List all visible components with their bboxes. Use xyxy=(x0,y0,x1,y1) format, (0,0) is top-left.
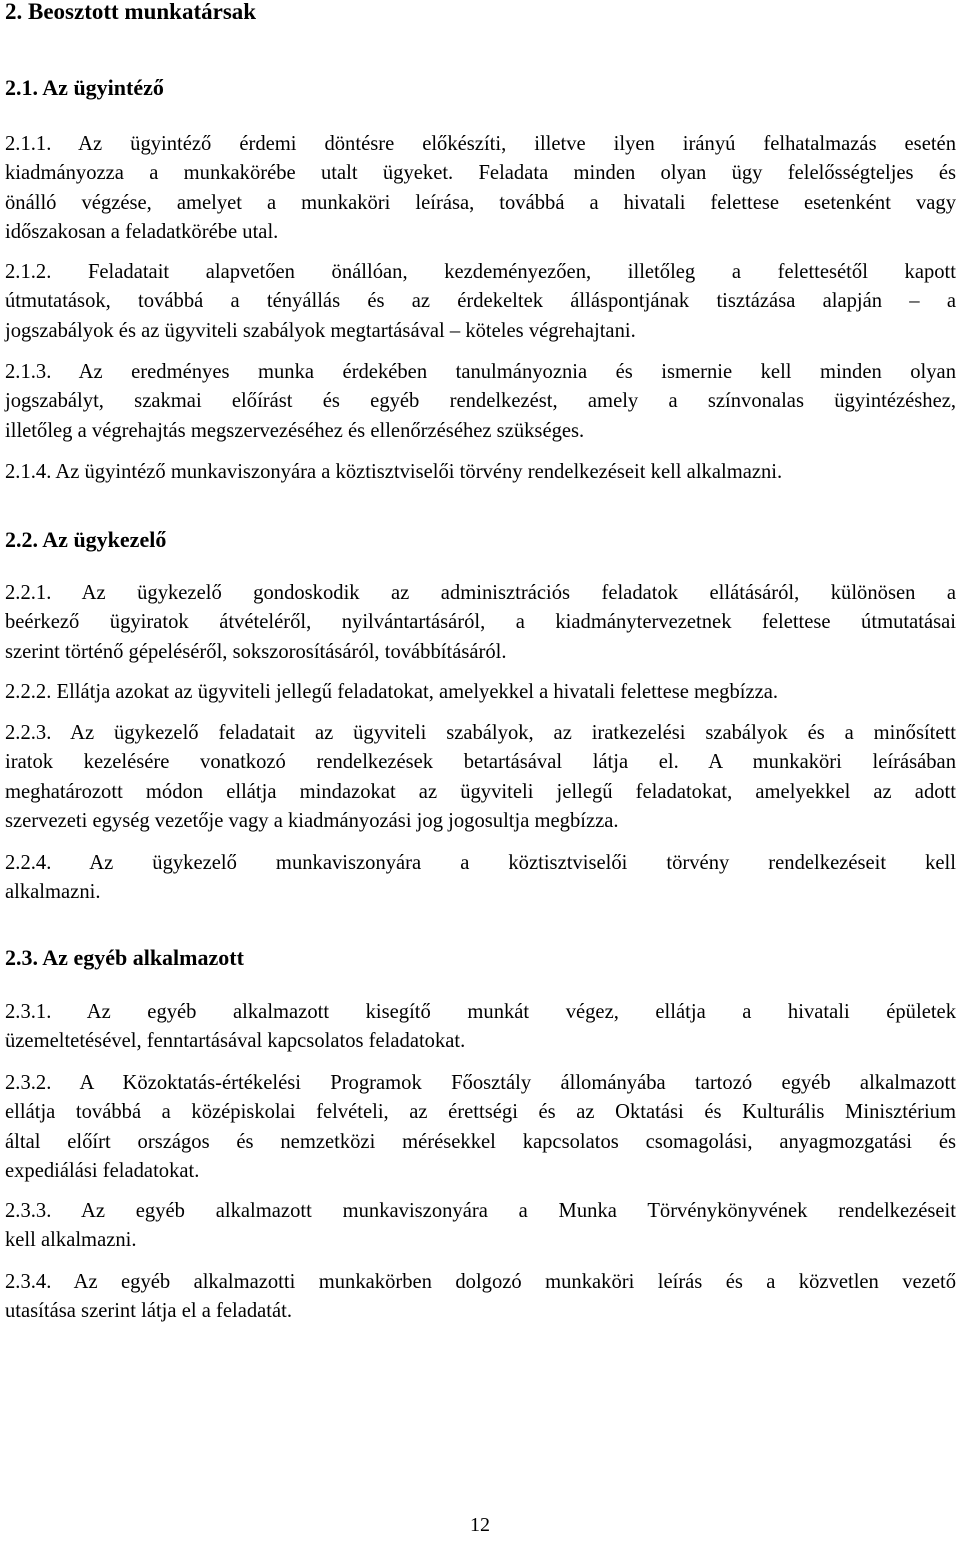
paragraph-2-3-3 xyxy=(5,1197,956,1256)
paragraph-2-2-4 xyxy=(5,849,956,908)
text-line: 2.3.4. Az egyéb alkalmazotti munkakörben dolgozó munkaköri leírás és a közvetlen vezető xyxy=(5,1271,956,1293)
text-line: beérkező ügyiratok átvételéről, nyilvántartásáról, a kiadmánytervezetnek felettese útmutatásai xyxy=(5,611,956,634)
text-line: önálló végzése, amelyet a munkaköri leírása, továbbá a hivatali felettese esetenként vagy xyxy=(5,191,956,214)
text-line: 2.2.1. Az ügykezelő gondoskodik az adminisztrációs feladatok ellátásáról, különösen a xyxy=(5,582,956,604)
text-line: 2.1.2. Feladatait alapvetően önállóan, kezdeményezően, illetőleg a felettesétől kapott xyxy=(5,261,956,283)
text-line: 2.2.3. Az ügykezelő feladatait az ügyviteli szabályok, az iratkezelési szabályok és a minősített xyxy=(5,722,956,744)
text-line: expediálási feladatokat. xyxy=(5,1160,200,1183)
text-line: jogszabályt, szakmai előírást és egyéb rendelkezést, amely a színvonalas ügyintézéshez, xyxy=(5,390,956,413)
paragraph-2-1-1 xyxy=(5,130,956,248)
text-line: ellátja továbbá a középiskolai felvételi, az érettségi és az Oktatási és Kulturális Minisztérium xyxy=(5,1101,956,1124)
subsection-heading-2-3: 2.3. Az egyéb alkalmazott xyxy=(5,945,244,970)
paragraph-2-1-4 xyxy=(5,458,956,487)
paragraph-2-3-1 xyxy=(5,998,956,1057)
page-number: 12 xyxy=(470,1514,490,1536)
text-line: iratok kezelésére vonatkozó rendelkezések betartásával látja el. A munkaköri leírásában xyxy=(5,751,956,774)
text-line: 2.2.4. Az ügykezelő munkaviszonyára a köztisztviselői törvény rendelkezéseit kell xyxy=(5,852,956,874)
paragraph-2-2-2 xyxy=(5,678,956,707)
text-line: 2.1.4. Az ügyintéző munkaviszonyára a köztisztviselői törvény rendelkezéseit kell alkalmazni. xyxy=(5,461,783,483)
paragraph-2-3-4 xyxy=(5,1268,956,1327)
text-line: alkalmazni. xyxy=(5,881,101,904)
text-line: kiadmányozza a munkakörébe utalt ügyeket. Feladata minden olyan ügy felelősségteljes és xyxy=(5,162,956,185)
text-line: üzemeltetésével, fenntartásával kapcsolatos feladatokat. xyxy=(5,1030,466,1053)
text-line: meghatározott módon ellátja mindazokat az ügyviteli jellegű feladatokat, amelyekkel az adott xyxy=(5,780,956,803)
text-line: által előírt országos és nemzetközi mérésekkel kapcsolatos csomagolási, anyagmozgatási és xyxy=(5,1130,956,1153)
paragraph-2-1-2 xyxy=(5,258,956,346)
subsection-heading-2-1: 2.1. Az ügyintéző xyxy=(5,75,164,100)
text-line: utasítása szerint látja el a feladatát. xyxy=(5,1300,293,1323)
paragraph-2-3-2 xyxy=(5,1069,956,1187)
text-line: illetőleg a végrehajtás megszervezéséhez és ellenőrzéséhez szükséges. xyxy=(5,419,585,442)
section-title: 2. Beosztott munkatársak xyxy=(5,0,257,24)
text-line: 2.3.3. Az egyéb alkalmazott munkaviszonyára a Munka Törvénykönyvének rendelkezéseit xyxy=(5,1200,956,1222)
text-line: 2.2.2. Ellátja azokat az ügyviteli jellegű feladatokat, amelyekkel a hivatali felettese megbízza. xyxy=(5,681,779,703)
paragraph-2-2-1 xyxy=(5,579,956,667)
text-line: jogszabályok és az ügyviteli szabályok megtartásával – köteles végrehajtani. xyxy=(5,319,636,342)
text-line: 2.1.1. Az ügyintéző érdemi döntésre előkészíti, illetve ilyen irányú felhatalmazás esetén xyxy=(5,133,956,155)
text-line: 2.3.2. A Közoktatás-értékelési Programok Főosztály állományába tartozó egyéb alkalmazott xyxy=(5,1072,956,1094)
text-line: szervezeti egység vezetője vagy a kiadmányozási jog jogosultja megbízza. xyxy=(5,810,619,833)
paragraph-2-2-3 xyxy=(5,719,956,837)
text-line: útmutatások, továbbá a tényállás és az érdekeltek álláspontjának tisztázása alapján – a xyxy=(5,290,956,313)
text-line: kell alkalmazni. xyxy=(5,1229,137,1252)
subsection-heading-2-2: 2.2. Az ügykezelő xyxy=(5,527,167,552)
text-line: 2.3.1. Az egyéb alkalmazott kisegítő munkát végez, ellátja a hivatali épületek xyxy=(5,1001,956,1023)
text-line: időszakosan a feladatkörébe utal. xyxy=(5,221,279,244)
paragraph-2-1-3 xyxy=(5,358,956,446)
text-line: 2.1.3. Az eredményes munka érdekében tanulmányoznia és ismernie kell minden olyan xyxy=(5,361,956,383)
text-line: szerint történő gépeléséről, sokszorosításáról, továbbításáról. xyxy=(5,640,507,663)
